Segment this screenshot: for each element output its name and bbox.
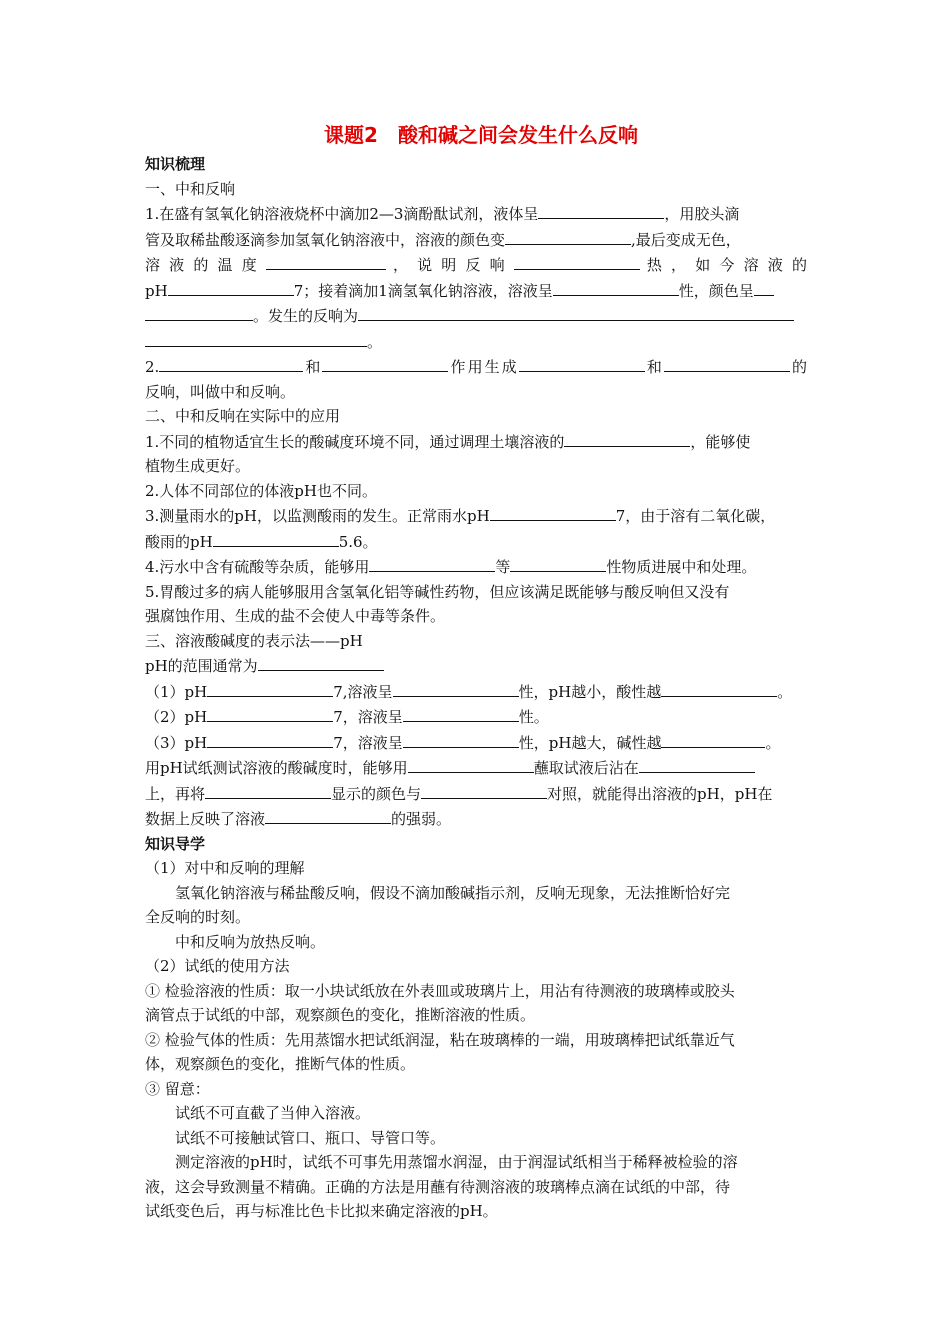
text: ，用胶头滴 bbox=[664, 205, 740, 223]
fill-blank[interactable] bbox=[505, 227, 631, 245]
text: 2. bbox=[145, 358, 160, 376]
fill-blank[interactable] bbox=[258, 653, 384, 671]
text: 性。 bbox=[518, 708, 549, 726]
fill-blank[interactable] bbox=[553, 278, 679, 296]
q1-line3 bbox=[145, 252, 807, 278]
guide-s2-title: （2）试纸的使用方法 bbox=[145, 957, 290, 975]
text: 的强弱。 bbox=[391, 810, 452, 828]
text: 热 ， 如 今 溶 液 的 bbox=[646, 256, 807, 274]
text: 酸雨的pH bbox=[145, 532, 213, 551]
note-2: 试纸不可接触试管口、瓶口、导管口等。 bbox=[175, 1128, 446, 1147]
guide-s1-title: （1）对中和反响的理解 bbox=[145, 859, 305, 877]
text: pH bbox=[145, 281, 168, 300]
text: ， 说 明 反 响 bbox=[392, 256, 507, 274]
text: 和 bbox=[644, 358, 664, 376]
section-heading-knowledge-review: 知识梳理 bbox=[145, 155, 206, 173]
text: （3）pH bbox=[145, 733, 208, 752]
fill-blank[interactable] bbox=[664, 354, 790, 372]
text: 蘸取试液后沾在 bbox=[533, 759, 639, 777]
fill-blank[interactable] bbox=[145, 303, 253, 321]
text: 管及取稀盐酸逐滴参加氢氧化钠溶液中，溶液的颜色变 bbox=[145, 230, 506, 249]
q1-line2 bbox=[145, 227, 807, 253]
app5-line2: 强腐蚀作用、生成的盐不会使人中毒等条件。 bbox=[145, 607, 446, 625]
q1-line4 bbox=[145, 278, 807, 304]
fill-blank[interactable] bbox=[519, 354, 645, 372]
fill-blank[interactable] bbox=[510, 554, 606, 572]
fill-blank[interactable] bbox=[266, 252, 386, 270]
ph-item-1 bbox=[145, 679, 807, 705]
fill-blank[interactable] bbox=[168, 278, 294, 296]
text: 7，由于溶有二氧化碳， bbox=[615, 507, 776, 525]
guide-s1-p2: 中和反响为放热反响。 bbox=[175, 932, 326, 951]
text: 性，pH越小，酸性越 bbox=[518, 682, 662, 701]
fill-blank[interactable] bbox=[207, 704, 333, 722]
text: 显示的颜色与 bbox=[331, 784, 422, 803]
text: 性，pH越大，碱性越 bbox=[518, 733, 662, 752]
text: （1）pH bbox=[145, 682, 208, 701]
test-line2 bbox=[145, 781, 807, 807]
text: 7，溶液呈 bbox=[333, 708, 403, 726]
fill-blank[interactable] bbox=[145, 329, 367, 347]
text: 7；接着滴加1滴氢氧化钠溶液，溶液呈 bbox=[293, 281, 553, 300]
fill-blank[interactable] bbox=[322, 354, 448, 372]
method-2a: ② 检验气体的性质：先用蒸馏水把试纸润湿，粘在玻璃棒的一端，用玻璃棒把试纸靠近气 bbox=[145, 1030, 735, 1049]
method-1b: 滴管点于试纸的中部，观察颜色的变化，推断溶液的性质。 bbox=[145, 1006, 536, 1024]
text: 上，再将 bbox=[145, 784, 206, 803]
guide-s1-p1a: 氢氧化钠溶液与稀盐酸反响，假设不滴加酸碱指示剂，反响无现象，无法推断恰好完 bbox=[175, 883, 731, 902]
fill-blank[interactable] bbox=[265, 806, 391, 824]
app4 bbox=[145, 554, 807, 580]
text: 5.6。 bbox=[338, 532, 378, 551]
app5-line1: 5.胃酸过多的病人能够服用含氢氧化铝等碱性药物，但应该满足既能够与酸反响但又没有 bbox=[145, 582, 730, 601]
text: 7，溶液呈 bbox=[333, 733, 403, 752]
text: ,最后变成无色， bbox=[631, 230, 741, 249]
test-line3 bbox=[145, 806, 807, 832]
part1-title: 一、中和反响 bbox=[145, 179, 236, 198]
text: 数据上反映了溶液 bbox=[145, 810, 266, 828]
q2-line1 bbox=[145, 354, 807, 380]
text: 的 bbox=[789, 358, 807, 376]
text: pH的范围通常为 bbox=[145, 657, 258, 675]
fill-blank[interactable] bbox=[207, 730, 333, 748]
fill-blank[interactable] bbox=[159, 354, 303, 372]
method-2b: 体，观察颜色的变化，推断气体的性质。 bbox=[145, 1055, 416, 1073]
text: 1.不同的植物适宜生长的酸碱度环境不同，通过调理土壤溶液的 bbox=[145, 432, 565, 451]
fill-blank[interactable] bbox=[661, 730, 765, 748]
fill-blank[interactable] bbox=[661, 679, 777, 697]
q1-line6 bbox=[145, 329, 807, 355]
q1-line5 bbox=[145, 303, 807, 329]
text: 。发生的反响为 bbox=[253, 307, 359, 325]
fill-blank[interactable] bbox=[213, 529, 339, 547]
note-1: 试纸不可直截了当伸入溶液。 bbox=[175, 1104, 371, 1122]
text: ，能够使 bbox=[690, 432, 751, 451]
text: （2）pH bbox=[145, 708, 208, 726]
text: 性物质进展中和处理。 bbox=[606, 558, 757, 576]
app1-line1 bbox=[145, 429, 807, 455]
method-1a: ① 检验溶液的性质：取一小块试纸放在外表皿或玻璃片上，用沾有待测液的玻璃棒或胶头 bbox=[145, 981, 735, 1000]
q2-line2: 反响，叫做中和反响。 bbox=[145, 382, 296, 401]
app1-line2: 植物生成更好。 bbox=[145, 457, 251, 475]
note-3a: 测定溶液的pH时，试纸不可事先用蒸馏水润湿，由于润湿试纸相当于稀释被检验的溶 bbox=[175, 1153, 738, 1171]
section-heading-knowledge-guide: 知识导学 bbox=[145, 834, 206, 853]
method-3: ③ 留意： bbox=[145, 1079, 210, 1098]
text: 等 bbox=[495, 558, 511, 576]
ph-item-3 bbox=[145, 730, 807, 756]
app3-line1 bbox=[145, 503, 807, 529]
fill-blank[interactable] bbox=[207, 679, 333, 697]
fill-blank[interactable] bbox=[403, 730, 519, 748]
document-page bbox=[145, 118, 807, 1224]
app3-line2 bbox=[145, 529, 807, 555]
fill-blank[interactable] bbox=[393, 679, 519, 697]
text: 作用生成 bbox=[448, 358, 519, 376]
fill-blank[interactable] bbox=[369, 554, 495, 572]
ph-range bbox=[145, 653, 807, 679]
page-title: 课题2 酸和碱之间会发生什么反响 bbox=[324, 123, 638, 147]
text: 3.测量雨水的pH，以监测酸雨的发生。正常雨水pH bbox=[145, 507, 490, 525]
fill-blank[interactable] bbox=[538, 201, 664, 219]
fill-blank[interactable] bbox=[754, 278, 774, 296]
part2-title: 二、中和反响在实际中的应用 bbox=[145, 407, 341, 425]
text: 。 bbox=[765, 733, 781, 752]
guide-s1-p1b: 全反响的时刻。 bbox=[145, 908, 251, 926]
text: 7,溶液呈 bbox=[333, 682, 393, 701]
test-line1 bbox=[145, 755, 807, 781]
fill-blank[interactable] bbox=[403, 704, 519, 722]
text: 4.污水中含有硫酸等杂质，能够用 bbox=[145, 558, 370, 576]
text: 用pH试纸测试溶液的酸碱度时，能够用 bbox=[145, 759, 408, 777]
fill-blank[interactable] bbox=[358, 303, 794, 321]
fill-blank[interactable] bbox=[490, 503, 616, 521]
fill-blank[interactable] bbox=[514, 252, 640, 270]
app2: 2.人体不同部位的体液pH也不同。 bbox=[145, 481, 377, 500]
fill-blank[interactable] bbox=[639, 755, 755, 773]
fill-blank[interactable] bbox=[408, 755, 534, 773]
fill-blank[interactable] bbox=[421, 781, 547, 799]
text: 溶 液 的 温 度 bbox=[145, 256, 259, 274]
text: 性，颜色呈 bbox=[678, 281, 754, 300]
part3-title: 三、溶液酸碱度的表示法——pH bbox=[145, 631, 363, 650]
text: 对照，就能得出溶液的pH，pH在 bbox=[547, 784, 773, 803]
note-3b: 液，这会导致测量不精确。正确的方法是用蘸有待测溶液的玻璃棒点滴在试纸的中部，待 bbox=[145, 1177, 731, 1196]
ph-item-2 bbox=[145, 704, 807, 730]
text: 1.在盛有氢氧化钠溶液烧杯中滴加2—3滴酚酞试剂，液体呈 bbox=[145, 205, 539, 223]
text: 和 bbox=[303, 358, 323, 376]
text: 。 bbox=[777, 682, 793, 701]
fill-blank[interactable] bbox=[564, 429, 690, 447]
note-3c: 试纸变色后，再与标准比色卡比拟来确定溶液的pH。 bbox=[145, 1202, 498, 1220]
fill-blank[interactable] bbox=[205, 781, 331, 799]
q1-line1 bbox=[145, 201, 807, 227]
text: 。 bbox=[367, 332, 383, 351]
